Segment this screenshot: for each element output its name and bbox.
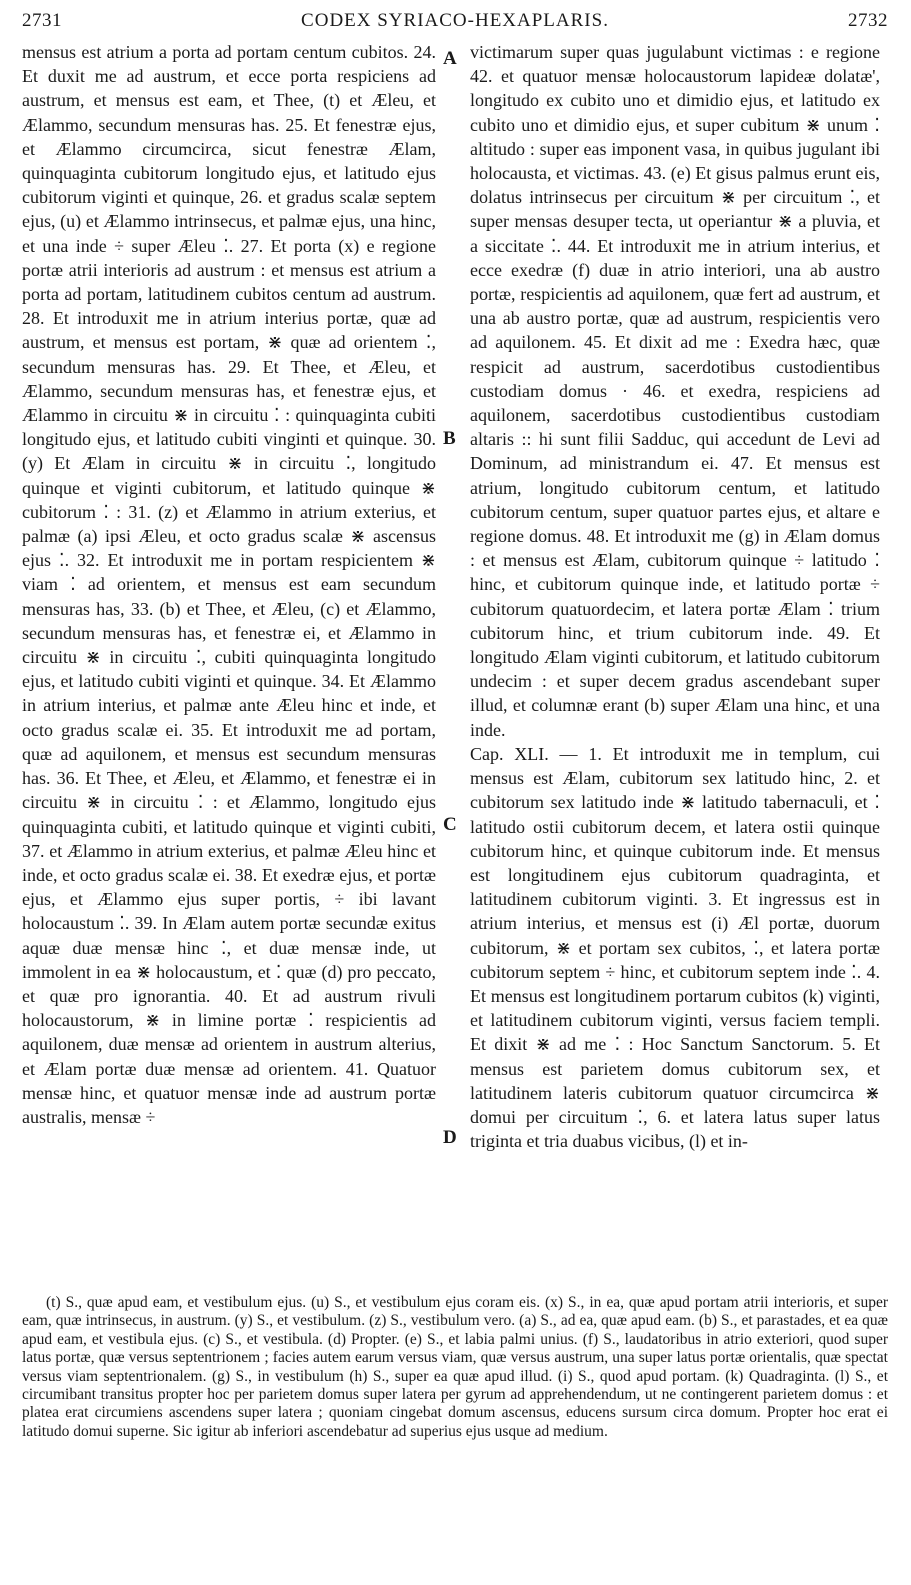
right-column — [470, 40, 880, 1153]
right-column-text: victimarum super quas jugulabunt victimas : e regione 42. et quatuor mensæ holocaustorum lapideæ dolatæ', longitudo ex cubito uno et dimidio ejus, et latitudo ex cubito uno et dimidio ejus, et super cubitum ⋇ unum ⁚ altitudo : super eas imponent vasa, in quibus jugulant ibi holocausta, et victimas. 43. (e) Et gisus palmus erunt eis, dolatus intrinsecus per circuitum ⋇ per circuitum ⁚, et super mensas desuper tecta, ut operiantur ⋇ a pluvia, et a siccitate ⁚. 44. Et introduxit me in atrium interius, et ecce exedræ (f) duæ in atrio interiori, una ab austro portæ, respicientis ad aquilonem, quæ fert ad austrum, et una ab austro portæ, quæ ad austrum, respicientis vero ad aquilonem. 45. Et dixit ad me : Exedra hæc, quæ respicit ad austrum, sacerdotibus custodientibus custodiam domus · 46. et exedra, respiciens ad aquilonem, sacerdotibus custodientibus custodiam altaris :: hi sunt filii Sadduc, qui accedunt de Levi ad Dominum, ad ministrandum ei. 47. Et mensus est atrium, longitudo cubitorum centum, et latitudo cubitorum centum, super quatuor partes ejus, et altare e regione domus. 48. Et introduxit me (g) in Ælam domus : et mensus est Ælam, cubitorum quinque ÷ latitudo ⁚ hinc, et cubitorum quinque inde, et latitudo portæ ÷ cubitorum quatuordecim, et latera portæ Ælam ⁚ trium cubitorum hinc, et trium cubitorum inde. 49. Et longitudo Ælam viginti cubitorum, et latitudo cubitorum undecim : et super decem gradus ascendebant super illud, et columnæ erant (b) super Ælam una hinc, et una inde. — [470, 42, 880, 740]
running-title: CODEX SYRIACO-HEXAPLARIS. — [301, 10, 609, 31]
left-page-number: 2731 — [22, 10, 62, 31]
running-header — [22, 10, 888, 36]
left-column — [22, 40, 436, 1129]
margin-letter-a: A — [443, 48, 457, 69]
margin-letter-c: C — [443, 814, 457, 835]
footnotes — [22, 1294, 888, 1441]
left-column-text: mensus est atrium a porta ad portam centum cubitos. 24. Et duxit me ad austrum, et ecce porta respiciens ad austrum, et mensus est eam, et Thee, (t) et Æleu, et Ælammo, secundum mensuras has. 25. Et fenestræ ejus, et Ælammo circumcirca, sicut fenestræ Ælam, quinquaginta cubitorum longitudo ejus, et latitudo ejus cubitorum viginti et quinque, 26. et gradus scalæ septem ejus, (u) et Ælammo intrinsecus, et palmæ ejus, una hinc, et una inde ÷ super Æleu ⁚. 27. Et porta (x) e regione portæ atrii interioris ad austrum : et mensus est atrium a porta ad portam, latitudinem cubitos centum ad austrum. 28. Et introduxit me in atrium interius portæ, quæ ad austrum, et mensus est portam, ⋇ quæ ad orientem ⁚, secundum mensuras has. 29. Et Thee, et Æleu, et Ælammo, secundum mensuras has, et fenestræ ejus, et Ælammo in circuitu ⋇ in circuitu ⁚ : quinquaginta cubiti longitudo ejus, et latitudo cubiti vinginti et quinque. 30. (y) Et Ælam in circuitu ⋇ in circuitu ⁚, longitudo quinque et viginti cubitorum, et latitudo quinque ⋇ cubitorum ⁚ : 31. (z) et Ælammo in atrium exterius, et palmæ (a) ipsi Æleu, et octo gradus scalæ ⋇ ascensus ejus ⁚. 32. Et introduxit me in portam respicientem ⋇ viam ⁚ ad orientem, et mensus est eam secundum mensuras has, 33. (b) et Thee, et Æleu, (c) et Ælammo, secundum mensuras has, et fenestræ ei, et Ælammo in circuitu ⋇ in circuitu ⁚, cubiti quinquaginta longitudo ejus, et latitudo cubiti viginti et quinque. 34. Et Ælammo in atrium interius, et palmæ ante Æleu hinc et inde, et octo gradus scalæ ei. 35. Et introduxit me ad portam, quæ ad aquilonem, et mensus est secundum mensuras has. 36. Et Thee, et Æleu, et Ælammo, et fenestræ ei in circuitu ⋇ in circuitu ⁚ : et Ælammo, longitudo ejus quinquaginta cubiti, et latitudo quinque et viginti cubiti, 37. et Ælammo in atrium exterius, et palmæ Æleu hinc et inde, et octo gradus scalæ ei. 38. Et exedræ ejus, et portæ ejus, et Ælammo ejus super portis, ÷ ibi lavant holocaustum ⁚. 39. In Ælam autem portæ secundæ exitus aquæ duæ mensæ hinc ⁚, et duæ mensæ inde, ut immolent in ea ⋇ holocaustum, et ⁚ quæ (d) pro peccato, et quæ pro ignorantia. 40. Et ad austrum rivuli holocaustorum, ⋇ in limine portæ ⁚ respicientis ad aquilonem, duæ mensæ ad orientem in austrum alterius, et Ælam portæ duæ mensæ ad orientem. 41. Quatuor mensæ hinc, et quatuor mensæ inde ad austrum portæ australis, mensæ ÷ — [22, 42, 436, 1127]
chapter-xli-text: Cap. XLI. — 1. Et introduxit me in templum, cui mensus est Ælam, cubitorum sex latitudo hinc, 2. et cubitorum sex latitudo inde ⋇ latitudo tabernaculi, et ⁚ latitudo ostii cubitorum decem, et latera ostii quinque cubitorum hinc, et quinque cubitorum inde. Et mensus est longitudinem ejus cubitorum quadraginta, et latitudinem cubitorum viginti. 3. Et ingressus est in atrium interius, et mensus est (i) Æl portæ, duorum cubitorum, ⋇ et portam sex cubitos, ⁚, et latera portæ cubitorum septem ÷ hinc, et cubitorum septem inde ⁚. 4. Et mensus est longitudinem portarum cubitos (k) viginti, et latitudinem cubitorum viginti, versus faciem templi. Et dixit ⋇ ad me ⁚ : Hoc Sanctum Sanctorum. 5. Et mensus est parietem domus cubitorum sex, et latitudinem lateris cubitorum quatuor circumcirca ⋇ domui per circuitum ⁚, 6. et latera latus super latus triginta et tria duabus vicibus, (l) et in- — [470, 743, 880, 1152]
margin-letter-b: B — [443, 428, 456, 449]
margin-letter-d: D — [443, 1127, 457, 1148]
footnotes-text: (t) S., quæ apud eam, et vestibulum ejus. (u) S., et vestibulum ejus coram eis. (x) S., in ea, quæ apud portam atrii interioris, et super eam, quæ intrinsecus, in austrum. (y) S., et vestibulum. (z) S., vestibulum vero. (a) S., ad ea, quæ apud eam. (b) S., et parastades, et ea quæ apud eam, et vestibula ejus. (c) S., et vestibula. (d) Propter. (e) S., et labia palmi unius. (f) S., laudatoribus in atrio exteriori, quod super latus portæ, quæ versus septentrionem ; facies autem earum versus viam, quæ versus austrum, una super latus portæ orientalis, quæ spectat versus viam septentrionalem. (g) S., in vestibulum (h) S., super ea quæ apud illud. (i) S., quod apud portam. (k) Quadraginta. (l) S., et circumibant transitus propter hoc per parietem domus super latera per gyrum ad apprehendendum, ut ne contingerent parietem domus : et platea erat circumiens ascendens super latera ; quoniam cingebat domum ascensus, educens sursum circa domum. Propter hoc erat ei latitudo domui superne. Sic igitur ab inferiori ascendebatur ad superius ejus usque ad medium. — [22, 1294, 888, 1440]
right-page-number: 2732 — [848, 10, 888, 31]
